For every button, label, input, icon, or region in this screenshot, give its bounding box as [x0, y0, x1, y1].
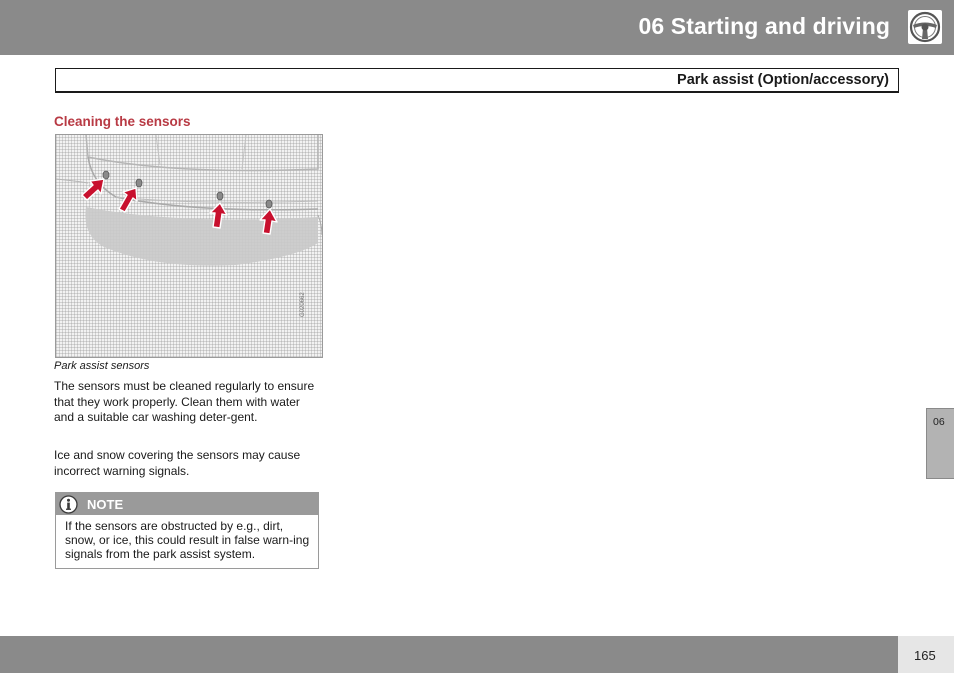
sensor-3	[217, 192, 223, 200]
subheading-cleaning-sensors: Cleaning the sensors	[54, 114, 191, 129]
note-box	[55, 492, 319, 569]
header-band	[0, 0, 954, 55]
info-icon	[59, 495, 78, 514]
figure-code: G020662	[300, 292, 306, 317]
note-text: If the sensors are obstructed by e.g., dirt, snow, or ice, this could result in false warn-ing signals from the park assist system.	[65, 519, 310, 562]
note-label: NOTE	[87, 497, 124, 512]
figure-caption: Park assist sensors	[54, 360, 150, 372]
sensor-1	[103, 171, 109, 179]
chapter-side-tab[interactable]	[926, 408, 954, 479]
page-number-box	[898, 636, 954, 673]
car-rear-illustration	[56, 135, 322, 357]
chapter-title: 06 Starting and driving	[638, 13, 890, 39]
page-number: 165	[914, 648, 936, 663]
section-title: Park assist (Option/accessory)	[677, 72, 889, 88]
steering-wheel-icon	[908, 10, 942, 44]
footer-band	[0, 636, 898, 673]
side-tab-label: 06	[933, 416, 945, 428]
note-header	[56, 493, 318, 515]
paragraph-cleaning: The sensors must be cleaned regularly to ensure that they work properly. Clean them with water and a suitable car washing deter-gent.	[54, 379, 315, 425]
park-assist-figure	[55, 134, 323, 358]
sensor-4	[266, 200, 272, 208]
section-title-bar	[55, 68, 899, 93]
sensor-2	[136, 179, 142, 187]
paragraph-ice-snow: Ice and snow covering the sensors may cause incorrect warning signals.	[54, 448, 301, 478]
